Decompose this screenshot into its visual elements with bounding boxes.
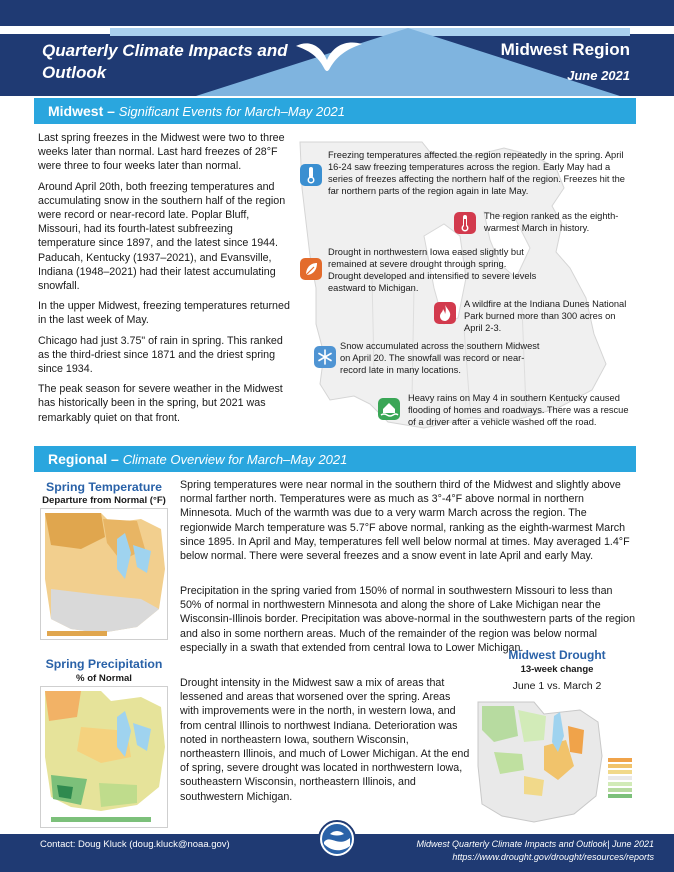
event-freezing-temps: Freezing temperatures affected the region repeatedly in the spring. April 16-24 saw freezing temperatures across the region. Early May had a series of freezes affecting the northern half of the region. Freezes hit the far northern parts of the region again in late May. [328, 150, 625, 196]
snowflake-icon [314, 346, 336, 368]
precipitation-map-title: Spring Precipitation [45, 657, 163, 671]
drought-change-map [474, 696, 636, 830]
temperature-map-subtitle: Departure from Normal (°F) [42, 495, 166, 506]
paragraph: The peak season for severe weather in the Midwest has historically been in the spring, but 2021 was remarkably quiet on that front. [38, 383, 283, 424]
paragraph: Around April 20th, both freezing temperatures and accumulating snow in the southern half of the region were record or near-record late. Poplar Bluff, Missouri, had its fourth-latest subfreezing temperature since 1897, and the latest since 1944. Paducah, Kentucky (1937–2021), and Evansville, Indiana (1948–2021) had their latest accumulating snowfall. [38, 180, 286, 293]
paragraph: In the upper Midwest, freezing temperatures returned in the last week of May. [38, 300, 290, 327]
thermometer-cold-icon [300, 164, 322, 186]
precipitation-paragraph: Precipitation in the spring varied from 150% of normal in southwestern Missouri to less than 50% of normal in northwestern Minnesota and along the shore of Lake Michigan near the Wisconsin-Illinois border. Precipitation was above-normal in the southwestern parts of the region and also in some northern areas. Much of the remainder of the region was below normal especially in a swath that extended from central Iowa to Lower Michigan. [180, 585, 636, 654]
section-title: Midwest – [48, 103, 115, 119]
section-subtitle: Climate Overview for March–May 2021 [122, 452, 348, 467]
section-title: Regional – [48, 451, 119, 467]
precipitation-map-subtitle: % of Normal [76, 673, 132, 684]
footer-url[interactable]: https://www.drought.gov/drought/resources/reports [452, 852, 654, 862]
page-title: Quarterly Climate Impacts and Outlook [42, 41, 288, 82]
flooded-house-icon [378, 398, 400, 420]
issue-date: June 2021 [567, 68, 630, 83]
footer-contact: Contact: Doug Kluck (doug.kluck@noaa.gov) [40, 839, 230, 850]
page-header [0, 0, 674, 96]
event-wildfire: A wildfire at the Indiana Dunes National Park burned more than 300 acres on April 2-3. [464, 299, 627, 333]
drought-map-title: Midwest Drought [508, 648, 606, 662]
section-subtitle: Significant Events for March–May 2021 [118, 104, 345, 119]
paragraph: Chicago had just 3.75" of rain in spring. This ranked as the third-driest since 1871 and the driest spring since 1934. [38, 334, 283, 376]
bird-logo-icon [294, 38, 364, 82]
temperature-paragraph: Spring temperatures were near normal in the southern third of the Midwest and slightly above normal farther north. Temperatures were as much as 3°-4°F above normal in northern Minnesota. Much of the warmth was due to a very warm March across the region. The regionwide March temperature was 5.7°F above normal, ranking as the eighth-warmest March since 1895. In April and May, temperatures fell well below normal at times. May averaged 1.4°F below normal. There were several freezes and a snow event in late April and early May. [180, 479, 630, 563]
paragraph: Last spring freezes in the Midwest were two to three weeks later than normal. Last hard freezes of 28°F were three to four weeks later than normal. [38, 132, 285, 173]
drought-paragraph: Drought intensity in the Midwest saw a mix of areas that lessened and areas that worsened over the spring. Areas with improvements were in the north, in western Iowa, and from central Illinois to northwest Indiana. Deterioration was noted in northeastern Iowa, southern Wisconsin, northeastern Illinois, and much of Lower Michigan. At the end of spring, severe drought was located in northwestern Iowa, southeastern Wisconsin, northeastern Illinois, and southwestern Michigan. [180, 677, 470, 803]
event-late-snow: Snow accumulated across the southern Midwest on April 20. The snowfall was record or near-record late in many locations. [340, 341, 540, 375]
section-bar-regional-overview [34, 446, 636, 472]
precipitation-paragraph-top [180, 584, 636, 655]
footer-publication: Midwest Quarterly Climate Impacts and Outlook| June 2021 [416, 839, 654, 849]
wildfire-icon [434, 302, 456, 324]
region-title: Midwest Region [500, 40, 630, 59]
section-bar-significant-events [34, 98, 636, 124]
noaa-logo-icon [318, 820, 356, 858]
thermometer-hot-icon [454, 212, 476, 234]
event-drought: Drought in northwestern Iowa eased slightly but remained at severe drought through spring. Drought developed and intensified to severe levels eastward to Michigan. [328, 247, 537, 293]
drought-map-subtitle: 13-week change [520, 664, 594, 675]
temperature-departure-map [40, 508, 168, 640]
event-flooding: Heavy rains on May 4 in southern Kentucky caused flooding of homes and roadways. There was a rescue of a driver after a vehicle washed off the road. [408, 393, 629, 427]
event-warm-march: The region ranked as the eighth-warmest March in history. [484, 211, 619, 233]
events-map [294, 128, 636, 434]
temperature-map-title: Spring Temperature [46, 480, 162, 494]
precipitation-percent-map [40, 686, 168, 828]
drought-leaf-icon [300, 258, 322, 280]
drought-map-dates: June 1 vs. March 2 [512, 680, 602, 692]
significant-events-text [38, 131, 290, 431]
